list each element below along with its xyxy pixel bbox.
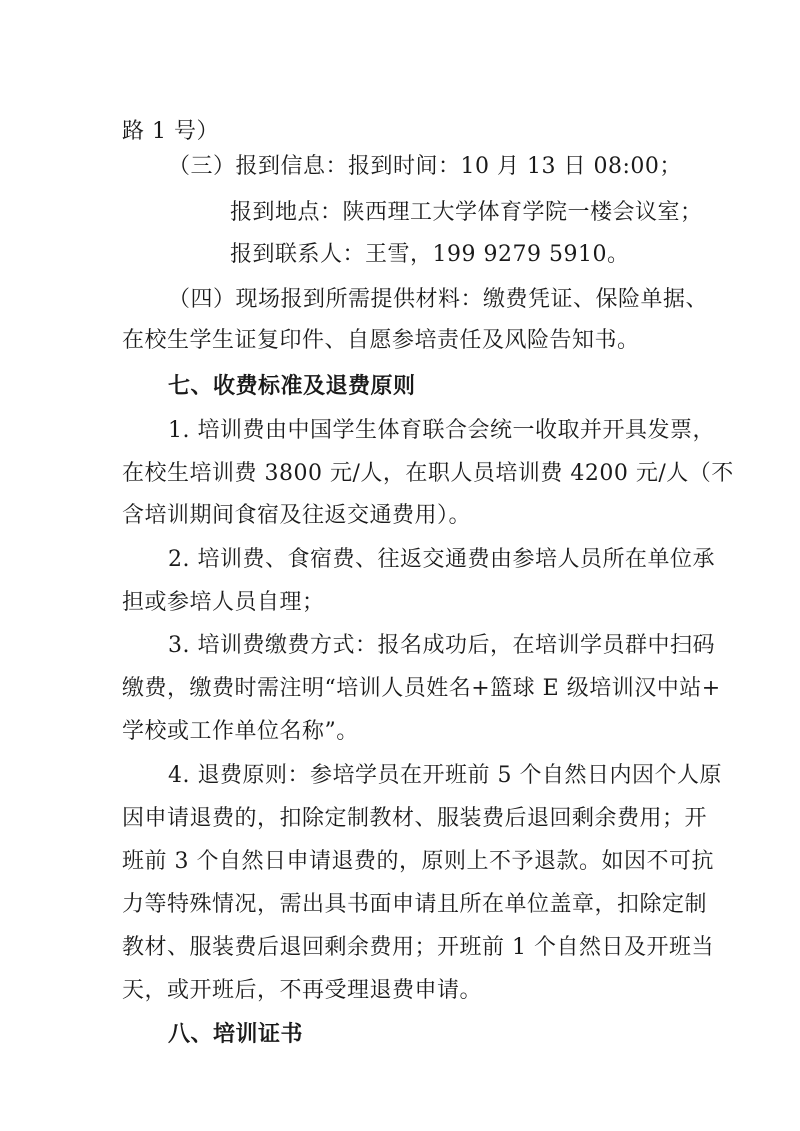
- text-line: 路 1 号）: [122, 119, 219, 144]
- text-line: 因申请退费的，扣除定制教材、服装费后退回剩余费用；开: [122, 806, 708, 831]
- text-line: 在校生培训费 3800 元/人，在职人员培训费 4200 元/人（不: [122, 461, 734, 486]
- text-line: 含培训期间食宿及往返交通费用）。: [122, 503, 472, 528]
- text-line: 在校生学生证复印件、自愿参培责任及风险告知书。: [122, 328, 640, 353]
- text-line: 班前 3 个自然日申请退费的，原则上不予退款。如因不可抗: [122, 849, 714, 874]
- text-line: 天，或开班后，不再受理退费申请。: [122, 978, 483, 1003]
- text-line: 力等特殊情况，需出具书面申请且所在单位盖章，扣除定制: [122, 892, 708, 917]
- text-line: 2. 培训费、食宿费、往返交通费由参培人员所在单位承: [168, 547, 715, 572]
- section-heading: 七、收费标准及退费原则: [168, 374, 416, 399]
- text-line: 报到地点：陕西理工大学体育学院一楼会议室；: [230, 200, 703, 225]
- text-line: （三）报到信息：报到时间：10 月 13 日 08:00；: [168, 154, 682, 179]
- text-line: 报到联系人：王雪，199 9279 5910。: [230, 242, 630, 267]
- section-heading: 八、培训证书: [168, 1022, 304, 1047]
- text-line: （四）现场报到所需提供材料：缴费凭证、保险单据、: [168, 287, 709, 312]
- text-line: 1. 培训费由中国学生体育联合会统一收取并开具发票，: [168, 418, 715, 443]
- text-line: 缴费，缴费时需注明“培训人员姓名+篮球 E 级培训汉中站+: [122, 676, 721, 701]
- text-line: 教材、服装费后退回剩余费用；开班前 1 个自然日及开班当: [122, 935, 714, 960]
- text-line: 4. 退费原则：参培学员在开班前 5 个自然日内因个人原: [168, 763, 722, 788]
- text-line: 担或参培人员自理；: [122, 590, 325, 615]
- text-line: 学校或工作单位名称”。: [122, 719, 359, 744]
- text-line: 3. 培训费缴费方式：报名成功后，在培训学员群中扫码: [168, 633, 715, 658]
